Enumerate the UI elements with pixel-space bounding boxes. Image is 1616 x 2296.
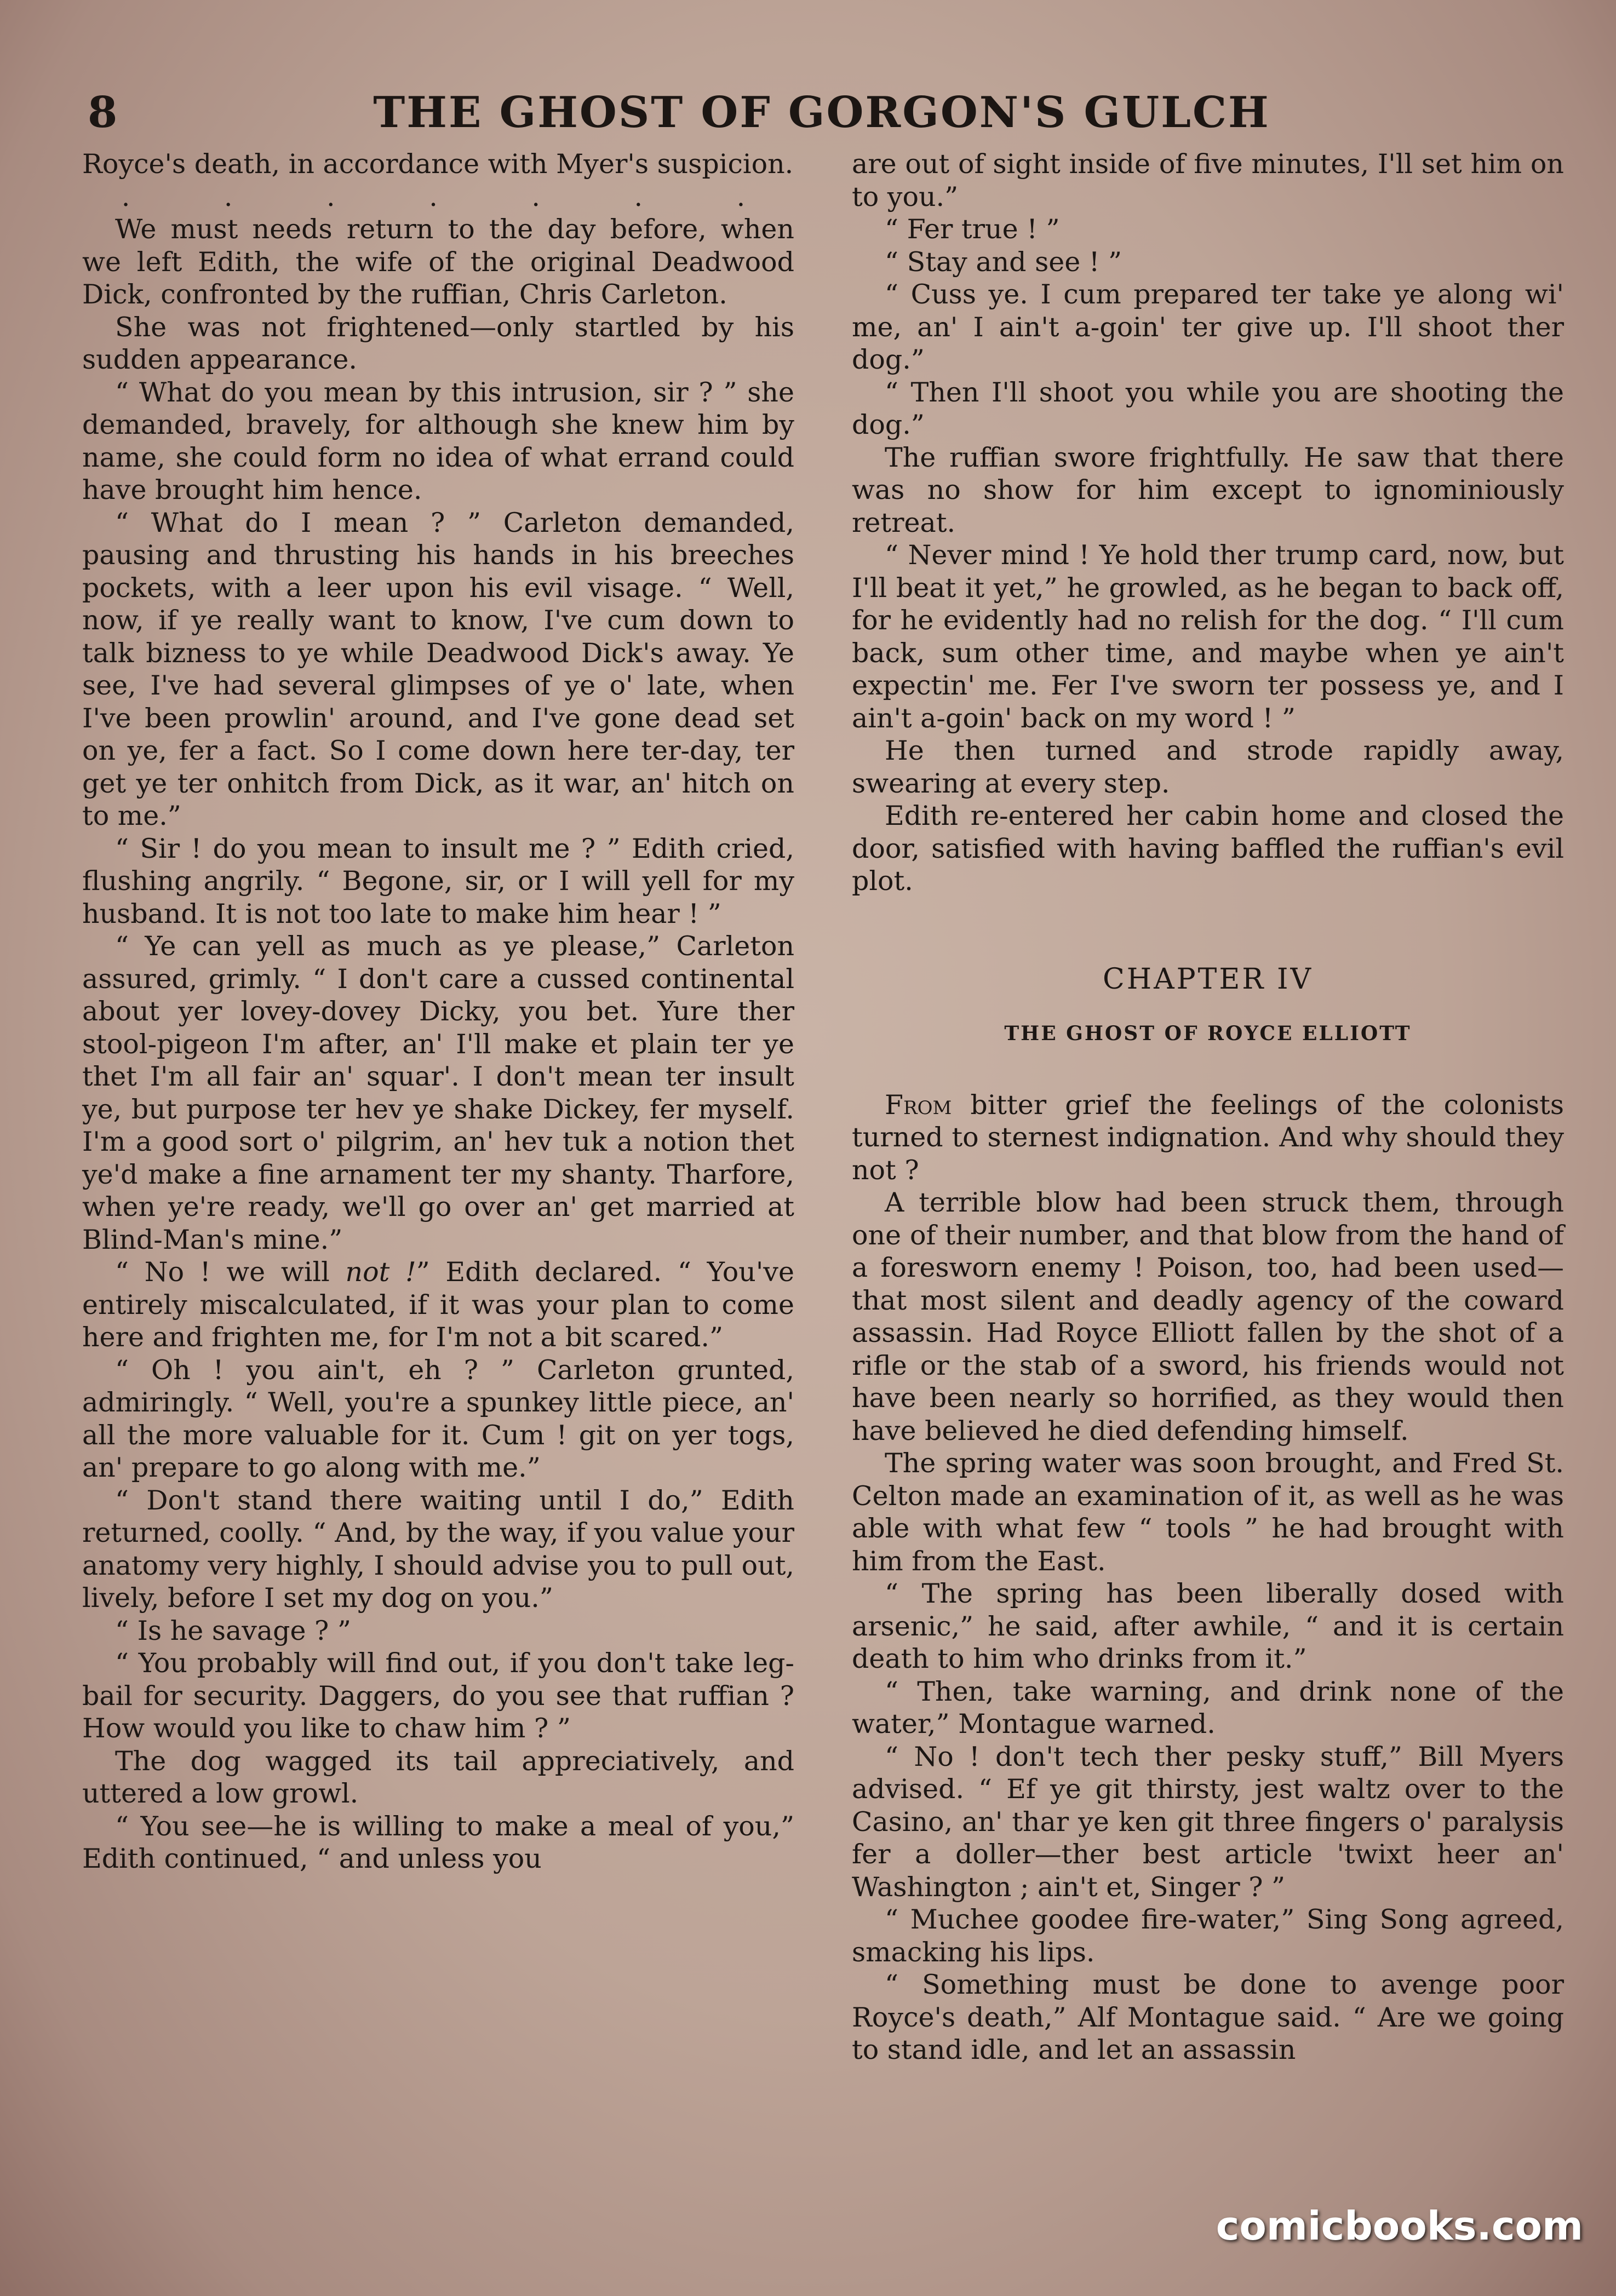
page-number: 8	[88, 87, 118, 137]
paragraph: “ Then I'll shoot you while you are shooting the dog.”	[852, 376, 1564, 440]
paragraph: She was not frightened—only startled by his sudden appearance.	[82, 311, 794, 375]
paragraph: “ No ! don't tech ther pesky stuff,” Bill Myers advised. “ Ef ye git thirsty, jest waltz over to the Casino, an' thar ye ken git three fingers o' paralysis fer a doller—ther best article 'twixt heer an' Washington ; ain't et, Singer ? ”	[852, 1741, 1564, 1903]
paragraph: “ Ye can yell as much as ye please,” Carleton assured, grimly. “ I don't care a cussed continental about yer lovey-dovey Dicky, you bet. Yure ther stool-pigeon I'm after, an' I'll make et plain ter ye thet I'm all fair an' squar'. I don't mean ter insult ye, but purpose ter hev ye shake Dickey, fer myself. I'm a good sort o' pilgrim, an' hev tuk a notion thet ye'd make a fine arnament ter my shanty. Tharfore, when ye're ready, we'll go over an' get married at Blind-Man's mine.”	[82, 931, 794, 1255]
watermark: comicbooks.com	[1216, 2203, 1583, 2249]
right-column	[852, 148, 1564, 2067]
running-title: THE GHOST OF GORGON'S GULCH	[373, 87, 1270, 137]
paragraph: He then turned and strode rapidly away, swearing at every step.	[852, 735, 1564, 799]
paragraph: “ Then, take warning, and drink none of the water,” Montague warned.	[852, 1675, 1564, 1740]
paragraph: A terrible blow had been struck them, through one of their number, and that blow from the hand of a foresworn enemy ! Poison, too, had been used—that most silent and deadly agency of the coward assassin. Had Royce Elliott fallen by the shot of a rifle or the stab of a sword, his friends would not have been nearly so horrified, as they would then have believed he died defending himself.	[852, 1187, 1564, 1447]
emphasis-text: not !	[345, 1256, 416, 1288]
section-break-dots: . . . . . . .	[121, 181, 788, 213]
paragraph: The spring water was soon brought, and Fred St. Celton made an examination of it, as well as he was able with what few “ tools ” he had brought with him from the East.	[852, 1448, 1564, 1577]
paragraph: “ Oh ! you ain't, eh ? ” Carleton grunted, admiringly. “ Well, you're a spunkey little piece, an' all the more valuable for it. Cum ! git on yer togs, an' prepare to go along with me.”	[82, 1354, 794, 1483]
paragraph: Edith re-entered her cabin home and closed the door, satisfied with having baffled the ruffian's evil plot.	[852, 800, 1564, 897]
paragraph: “ Is he savage ? ”	[115, 1615, 351, 1646]
paragraph: “ What do I mean ? ” Carleton demanded, pausing and thrusting his hands in his breeches pockets, with a leer upon his evil visage. “ Well, now, if ye really want to know, I've cum down to talk bizness to ye while Deadwood Dick's away. Ye see, I've had several glimpses of ye o' late, when I've been prowlin' around, and I've gone dead set on ye, fer a fact. So I come down here ter-day, ter get ye ter onhitch from Dick, as it war, an' hitch on to me.”	[82, 507, 794, 831]
paragraph: “ The spring has been liberally dosed with arsenic,” he said, after awhile, “ and it is certain death to him who drinks from it.”	[852, 1578, 1564, 1674]
paragraph-text: “ No ! we will	[115, 1256, 346, 1288]
paragraph: “ Fer true ! ”	[885, 214, 1060, 245]
paragraph: “ Don't stand there waiting until I do,” Edith returned, coolly. “ And, by the way, if you value your anatomy very highly, I should advise you to pull out, lively, before I set my dog on you.”	[82, 1484, 794, 1614]
paragraph	[82, 1256, 794, 1354]
paragraph: “ Cuss ye. I cum prepared ter take ye along wi' me, an' I ain't a-goin' ter give up. I'll shoot ther dog.”	[852, 279, 1564, 375]
paragraph: “ You probably will find out, if you don't take leg-bail for security. Daggers, do you see that ruffian ? How would you like to chaw him ? ”	[82, 1648, 794, 1744]
paragraph: We must needs return to the day before, when we left Edith, the wife of the original Deadwood Dick, confronted by the ruffian, Chris Carleton.	[82, 214, 794, 310]
paragraph: “ Never mind ! Ye hold ther trump card, now, but I'll beat it yet,” he growled, as he began to back off, for he evidently had no relish for the dog. “ I'll cum back, sum other time, and maybe when ye ain't expectin' me. Fer I've sworn ter possess ye, and I ain't a-goin' back on my word ! ”	[852, 539, 1564, 734]
chapter-title: THE GHOST OF ROYCE ELLIOTT	[1004, 1022, 1412, 1045]
paragraph	[852, 1089, 1564, 1187]
paragraph: The dog wagged its tail appreciatively, and uttered a low growl.	[82, 1745, 794, 1809]
paragraph-text: bitter grief the feelings of the colonists turned to sternest indignation. And why should they not ?	[852, 1089, 1564, 1186]
chapter-heading: CHAPTER IV	[1102, 962, 1314, 996]
left-column	[82, 148, 794, 1875]
paragraph: The ruffian swore frightfully. He saw that there was no show for him except to ignominiously retreat.	[852, 441, 1564, 538]
paragraph: are out of sight inside of five minutes, I'll set him on to you.”	[852, 148, 1564, 213]
paragraph: “ You see—he is willing to make a meal of you,” Edith continued, “ and unless you	[82, 1810, 794, 1874]
paragraph: Royce's death, in accordance with Myer's suspicion.	[82, 148, 794, 180]
paragraph: “ Muchee goodee fire-water,” Sing Song agreed, smacking his lips.	[852, 1904, 1564, 1968]
lead-word: From	[885, 1089, 952, 1121]
paragraph: “ Stay and see ! ”	[885, 246, 1122, 278]
page-header	[88, 82, 1556, 142]
paragraph-text: ” Edith declared. “ You've entirely miscalculated, if it was your plan to come here and frighten me, for I'm not a bit scared.”	[82, 1256, 794, 1353]
paragraph: “ Something must be done to avenge poor Royce's death,” Alf Montague said. “ Are we going to stand idle, and let an assassin	[852, 1969, 1564, 2065]
paragraph: “ Sir ! do you mean to insult me ? ” Edith cried, flushing angrily. “ Begone, sir, or I will yell for my husband. It is not too late to make him hear ! ”	[82, 833, 794, 929]
paragraph: “ What do you mean by this intrusion, sir ? ” she demanded, bravely, for although she knew him by name, she could form no idea of what errand could have brought him hence.	[82, 376, 794, 506]
